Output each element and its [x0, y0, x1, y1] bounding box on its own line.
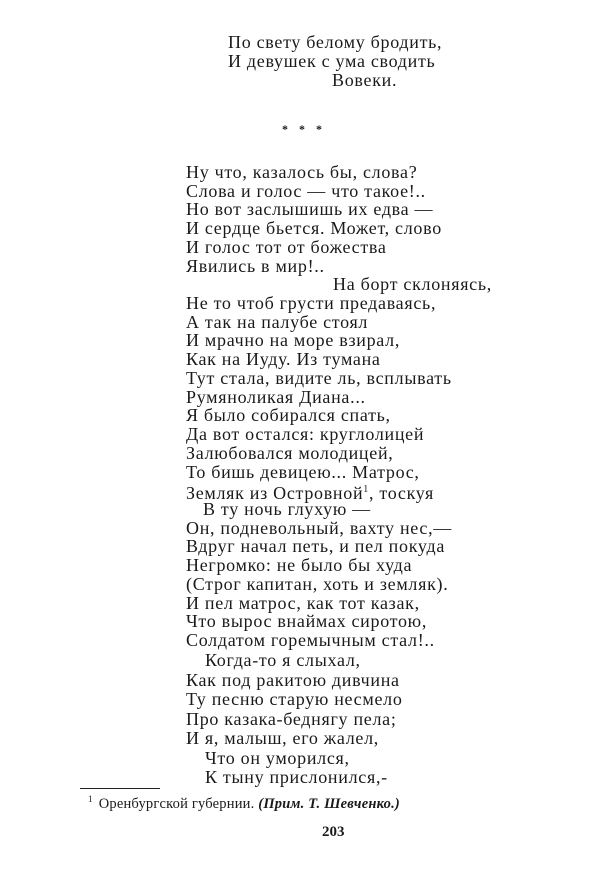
page-number: 203	[322, 824, 345, 840]
verse-text: , тоскуя	[369, 483, 434, 504]
verse-line: Вовеки.	[332, 70, 398, 90]
verse-line: В ту ночь глухую —	[203, 498, 371, 519]
verse-line: Но вот заслышишь их едва —	[186, 199, 434, 220]
verse-line: Он, подневольный, вахту нес,—	[186, 517, 453, 538]
verse-line: Негромко: не было бы худа	[186, 555, 413, 576]
footnote-reference: 1	[363, 484, 369, 496]
verse-line: Румяноликая Диана...	[186, 386, 366, 407]
verse-line: На борт склоняясь,	[333, 274, 492, 295]
verse-line: То бишь девицею... Матрос,	[186, 461, 420, 482]
verse-line: И девушек с ума сводить	[228, 51, 436, 71]
verse-line: Не то чтоб грусти предаваясь,	[186, 293, 437, 314]
verse-line: Как под ракитою дивчина	[186, 669, 400, 690]
verse-line: Солдатом горемычным стал!..	[186, 630, 435, 650]
verse-line: Залюбовался молодицей,	[186, 442, 394, 463]
verse-line: И голос тот от божества	[186, 236, 387, 257]
verse-text: Земляк из Островной	[186, 483, 364, 504]
verse-line: И сердце бьется. Может, слово	[186, 218, 442, 239]
verse-line: Ну что, казалось бы, слова?	[186, 162, 418, 182]
verse-line: Как на Иуду. Из тумана	[186, 349, 381, 370]
footnote-marker: 1	[88, 794, 93, 804]
verse-line: Слова и голос — что такое!..	[186, 180, 426, 201]
verse-line: Да вот остался: круглолицей	[186, 424, 425, 445]
verse-line: Явились в мир!..	[186, 255, 325, 276]
verse-line: По свету белому бродить,	[228, 32, 443, 52]
verse-line: Что он уморился,	[205, 747, 350, 768]
verse-line: И я, малыш, его жалел,	[186, 728, 379, 748]
verse-line: Когда-то я слыхал,	[205, 650, 361, 670]
verse-line: Ту песню старую несмело	[186, 689, 403, 709]
section-separator: * * *	[282, 122, 326, 136]
verse-line: Вдруг начал петь, и пел покуда	[186, 536, 446, 557]
verse-line: Тут стала, видите ль, всплывать	[186, 367, 452, 388]
verse-line: Я было собирался спать,	[186, 405, 391, 426]
footnote-attribution: (Прим. Т. Шевченко.)	[258, 796, 400, 812]
verse-line: (Строг капитан, хоть и земляк).	[186, 573, 449, 594]
verse-line: И мрачно на море взирал,	[186, 330, 401, 351]
verse-line: Про казака-беднягу пела;	[186, 708, 397, 729]
verse-line: А так на палубе стоял	[186, 311, 369, 332]
verse-line: Что вырос внаймах сиротою,	[186, 611, 428, 632]
verse-line: К тыну прислонился,-	[205, 767, 388, 787]
footnote-divider	[80, 788, 160, 789]
footnote	[88, 794, 400, 813]
footnote-text: Оренбургской губернии.	[98, 796, 255, 812]
verse-line: И пел матрос, как тот казак,	[186, 592, 420, 613]
